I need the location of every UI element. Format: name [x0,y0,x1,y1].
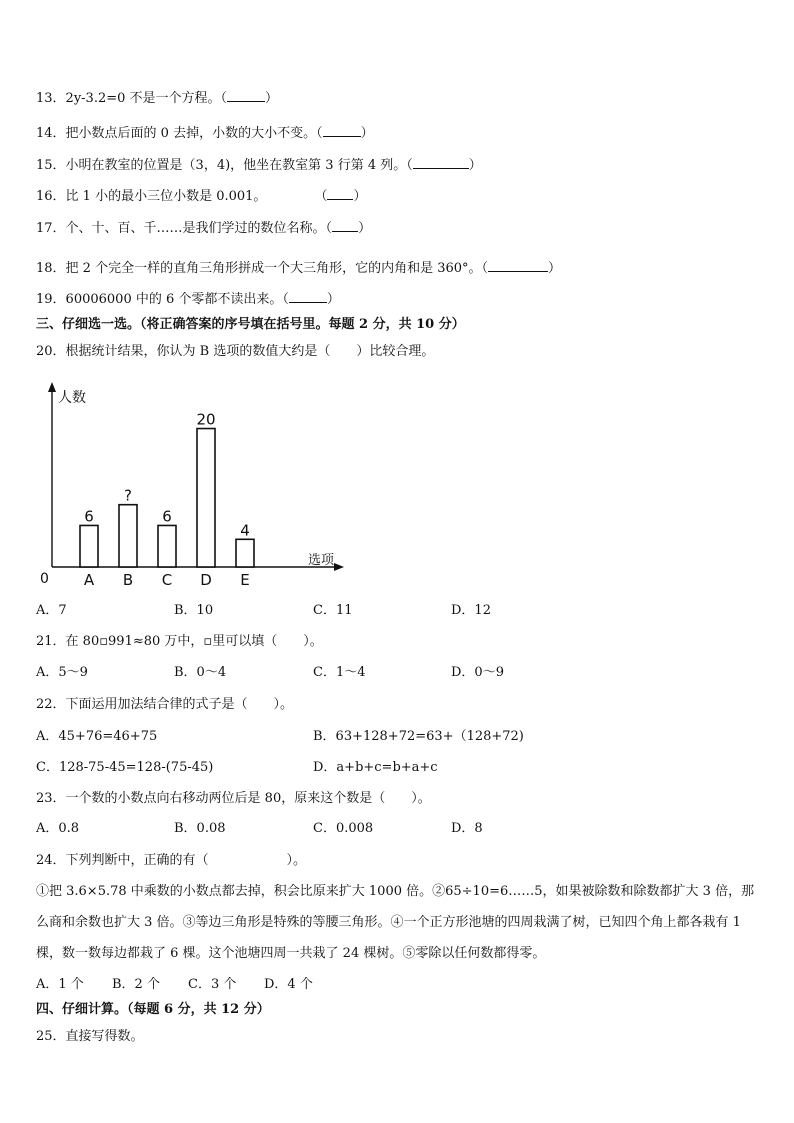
answer-blank[interactable] [327,186,353,200]
question-19: 19．60006000 中的 6 个零都不读出来。（ ） [36,289,340,310]
q20-option-b[interactable]: B．10 [174,603,214,618]
question-17: 17．个、十、百、千……是我们学过的数位名称。（ ） [36,218,371,239]
q24-option-c[interactable]: C．3 个 [188,977,237,992]
y-axis-label: 人数 [58,390,86,406]
q21-option-b[interactable]: B．0～4 [174,665,227,680]
bar-c [158,525,176,567]
question-14: 14．把小数点后面的 0 去掉，小数的大小不变。（ ） [36,123,374,144]
bar-a [80,525,98,567]
q24-option-a[interactable]: A．1 个 [36,977,84,992]
question-21: 21．在 80▫991≈80 万中，▫里可以填（ ）。 [36,634,323,649]
data-label-d: 20 [196,410,216,429]
q22-option-b[interactable]: B．63+128+72=63+（128+72) [313,729,524,744]
x-axis-label: 选项 [308,553,335,568]
bar-e [236,539,254,567]
q24-option-d[interactable]: D．4 个 [264,977,313,992]
q21-option-a[interactable]: A．5～9 [36,665,88,680]
q20-option-d[interactable]: D．12 [451,603,491,618]
question-20: 20．根据统计结果，你认为 B 选项的数值大约是（ ）比较合理。 [36,344,435,359]
question-16: 16．比 1 小的最小三位小数是 0.001。 （ ） [36,186,366,207]
data-label-a: 6 [84,507,94,526]
question-23: 23．一个数的小数点向右移动两位后是 80，原来这个数是（ ）。 [36,791,431,806]
answer-blank[interactable] [323,123,361,137]
q20-option-a[interactable]: A．7 [36,603,67,618]
question-24-statements: ①把 3.6×5.78 中乘数的小数点都去掉，积会比原来扩大 1000 倍。②65÷10=6……5，如果被除数和除数都扩大 3 倍，那么商和余数也扩大 3 倍。③等边三角形是特殊的等腰三角形。④一个正方形池塘的四周栽满了树，已知四个角上都各栽有 1 棵，数一数每边都栽了 6 棵。这个池塘四周一共栽了 24 棵树。⑤零除以任何数都得零。 [36,884,755,961]
bar-chart [30,380,350,590]
tick-label-c: C [161,571,173,589]
question-15: 15．小明在教室的位置是（3，4)，他坐在教室第 3 行第 4 列。（ ） [36,155,482,176]
q23-option-c[interactable]: C．0.008 [313,821,374,836]
answer-blank[interactable] [289,289,327,303]
question-13: 13．2y-3.2=0 不是一个方程。（ ） [36,88,278,109]
tick-label-d: D [200,571,212,589]
section-3-heading: 三、仔细选一选。（将正确答案的序号填在括号里。每题 2 分，共 10 分） [36,317,465,332]
q24-option-b[interactable]: B．2 个 [112,977,160,992]
answer-blank[interactable] [413,155,469,169]
answer-blank[interactable] [488,258,548,272]
bar-b [119,505,137,567]
q21-option-d[interactable]: D．0～9 [451,665,504,680]
question-18: 18．把 2 个完全一样的直角三角形拼成一个大三角形，它的内角和是 360°。（ ） [36,258,561,279]
answer-blank[interactable] [227,88,265,102]
tick-label-a: A [83,571,95,589]
q21-option-c[interactable]: C．1～4 [313,665,366,680]
tick-label-e: E [240,571,250,589]
q23-option-b[interactable]: B．0.08 [174,821,226,836]
data-label-c: 6 [162,507,172,526]
q23-option-d[interactable]: D．8 [451,821,483,836]
data-label-e: 4 [240,521,250,540]
data-label-b: ? [124,486,132,505]
origin-label: 0 [40,571,49,587]
y-axis-arrow [48,382,56,392]
q22-option-d[interactable]: D．a+b+c=b+a+c [313,760,438,775]
bar-d [197,429,215,567]
q22-option-a[interactable]: A．45+76=46+75 [36,729,158,744]
question-24: 24．下列判断中，正确的有（ ）。 [36,853,307,868]
q22-option-c[interactable]: C．128-75-45=128-(75-45) [36,760,214,775]
tick-label-b: B [122,571,134,589]
x-axis-arrow [334,563,344,571]
q20-option-c[interactable]: C．11 [313,603,353,618]
q23-option-a[interactable]: A．0.8 [36,821,80,836]
question-25: 25．直接写得数。 [36,1029,144,1044]
answer-blank[interactable] [332,218,358,232]
question-22: 22．下面运用加法结合律的式子是（ ）。 [36,697,294,712]
section-4-heading: 四、仔细计算。（每题 6 分，共 12 分） [36,1002,270,1017]
